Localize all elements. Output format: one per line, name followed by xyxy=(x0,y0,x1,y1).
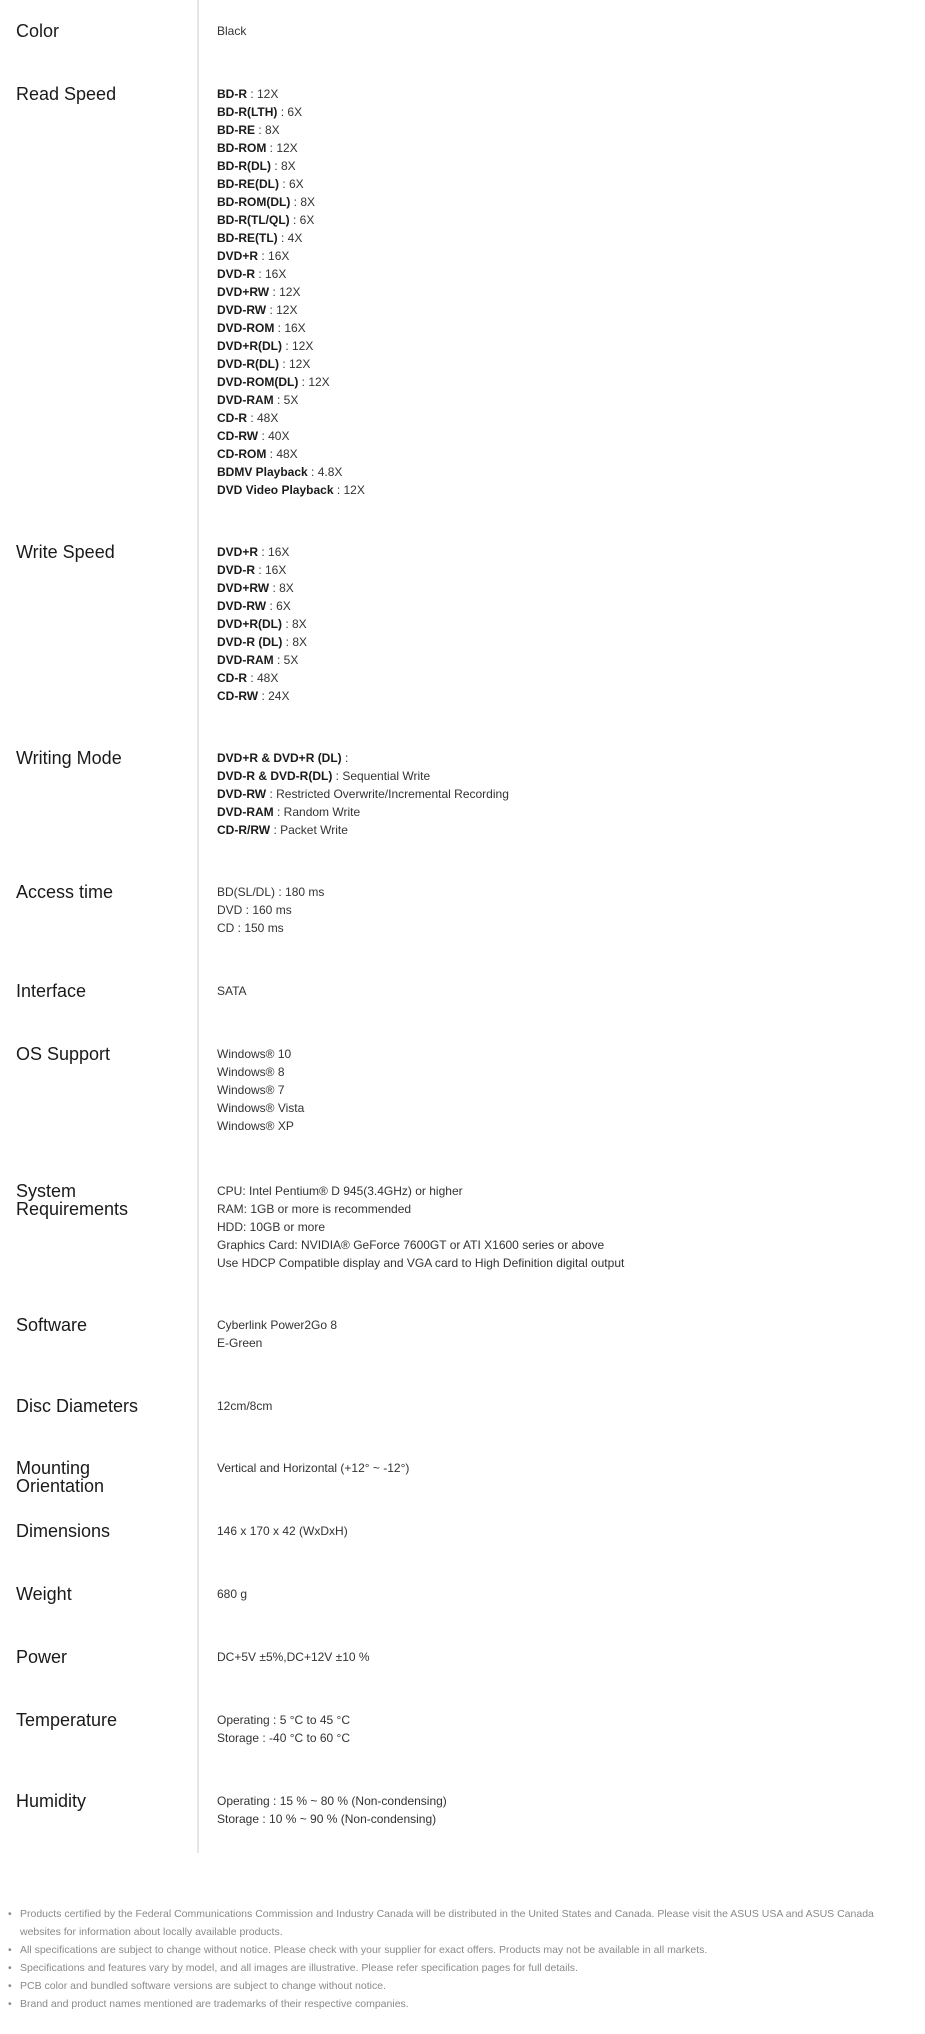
spec-value-text: Windows® 10 xyxy=(217,1047,292,1061)
spec-value-line xyxy=(217,919,324,937)
spec-value-line xyxy=(217,1236,624,1254)
spec-label: Interface xyxy=(16,981,87,1001)
spec-value-line xyxy=(217,1218,624,1236)
spec-label: Dimensions xyxy=(16,1521,111,1541)
spec-label xyxy=(16,1459,104,1495)
spec-label-line: Mounting xyxy=(16,1458,91,1478)
spec-value-text: 12cm/8cm xyxy=(217,1399,273,1413)
spec-value-line xyxy=(217,1081,304,1099)
spec-value-key: DVD-RAM xyxy=(217,653,274,667)
spec-value-text: CD : 150 ms xyxy=(217,921,284,935)
spec-value-line xyxy=(217,1810,447,1828)
spec-value-text: : Packet Write xyxy=(270,823,348,837)
spec-value-line xyxy=(217,391,365,409)
spec-value-text: : 16X xyxy=(258,249,290,263)
spec-value-key: DVD+R xyxy=(217,545,259,559)
spec-value-text: : 12X xyxy=(266,303,298,317)
spec-value-text: BD(SL/DL) : 180 ms xyxy=(217,885,325,899)
spec-value-key: DVD-R (DL) xyxy=(217,635,283,649)
spec-value-key: BD-ROM xyxy=(217,141,267,155)
spec-value-text: : 6X xyxy=(277,105,303,119)
spec-value-text: : 24X xyxy=(258,689,290,703)
spec-value-text: : 12X xyxy=(279,357,311,371)
spec-value-key: DVD-R xyxy=(217,563,255,577)
spec-value-line xyxy=(217,561,307,579)
spec-value-line xyxy=(217,687,307,705)
spec-value-key: DVD+R(DL) xyxy=(217,339,282,353)
spec-value-text: : 12X xyxy=(269,285,301,299)
spec-value-text: : 5X xyxy=(273,653,299,667)
spec-value-key: BDMV Playback xyxy=(217,465,308,479)
spec-value-line xyxy=(217,463,365,481)
spec-value-line xyxy=(217,597,307,615)
spec-value-line xyxy=(217,651,307,669)
spec-label-line: System xyxy=(16,1181,77,1201)
spec-value-key: BD-RE xyxy=(217,123,255,137)
spec-value-line xyxy=(217,543,307,561)
spec-value-key: BD-R(LTH) xyxy=(217,105,278,119)
spec-value-text: : 8X xyxy=(290,195,315,209)
spec-value-line xyxy=(217,1316,337,1334)
spec-value-text: : Restricted Overwrite/Incremental Recording xyxy=(266,787,509,801)
spec-value-line xyxy=(217,1045,304,1063)
spec-value-text: Operating : 5 °C to 45 °C xyxy=(217,1713,350,1727)
spec-value-text: : 48X xyxy=(247,671,279,685)
spec-value-line xyxy=(217,1459,409,1477)
spec-value-line xyxy=(217,445,365,463)
spec-value-text: : 6X xyxy=(279,177,304,191)
spec-value-key: CD-R xyxy=(217,671,247,685)
spec-value xyxy=(217,1585,247,1603)
spec-value xyxy=(217,1316,337,1352)
spec-value-text: E-Green xyxy=(217,1336,263,1350)
spec-value-key: BD-R xyxy=(217,87,247,101)
spec-value xyxy=(217,1459,409,1477)
spec-value-key: DVD-R xyxy=(217,267,255,281)
spec-label: Access time xyxy=(16,882,114,902)
spec-value-line xyxy=(217,265,365,283)
spec-value-key: DVD+RW xyxy=(217,581,270,595)
spec-value-line xyxy=(217,1792,447,1810)
bullet-icon: • xyxy=(8,1980,12,1992)
spec-value-text: Graphics Card: NVIDIA® GeForce 7600GT or ATI X1600 series or above xyxy=(217,1238,605,1252)
spec-label-line: Requirements xyxy=(16,1199,129,1219)
spec-value-line xyxy=(217,319,365,337)
spec-value-text: CPU: Intel Pentium® D 945(3.4GHz) or higher xyxy=(217,1184,463,1198)
spec-value-text: : 40X xyxy=(258,429,290,443)
spec-value xyxy=(217,1522,348,1540)
spec-value-key: DVD-R & DVD-R(DL) xyxy=(217,769,333,783)
spec-value-key: DVD+R(DL) xyxy=(217,617,282,631)
spec-value-line xyxy=(217,1648,370,1666)
spec-value-line xyxy=(217,355,365,373)
spec-value-text: : 12X xyxy=(266,141,298,155)
spec-value-line xyxy=(217,193,365,211)
spec-value-key: DVD+RW xyxy=(217,285,270,299)
spec-value xyxy=(217,1182,624,1272)
spec-label: Read Speed xyxy=(16,84,117,104)
spec-value-text: : 16X xyxy=(274,321,306,335)
spec-value-text: DVD : 160 ms xyxy=(217,903,292,917)
spec-value-line xyxy=(217,982,247,1000)
spec-value-text: : 16X xyxy=(255,563,287,577)
spec-value-text: : 8X xyxy=(282,617,307,631)
spec-value xyxy=(217,1045,304,1135)
spec-value-text: : Random Write xyxy=(273,805,361,819)
spec-value-text: RAM: 1GB or more is recommended xyxy=(217,1202,412,1216)
spec-value-line xyxy=(217,901,324,919)
spec-value-line xyxy=(217,1711,350,1729)
spec-value-key: CD-R/RW xyxy=(217,823,271,837)
spec-label: Temperature xyxy=(16,1710,118,1730)
spec-value-line xyxy=(217,749,509,767)
spec-value-line xyxy=(217,481,365,499)
spec-value-key: BD-RE(DL) xyxy=(217,177,279,191)
spec-value-line xyxy=(217,337,365,355)
spec-value xyxy=(217,22,246,40)
spec-label: OS Support xyxy=(16,1044,111,1064)
spec-value-text: Storage : 10 % ~ 90 % (Non-condensing) xyxy=(217,1812,437,1826)
spec-value-key: DVD-RAM xyxy=(217,805,274,819)
spec-value-key: CD-RW xyxy=(217,429,259,443)
spec-value-text: Windows® 7 xyxy=(217,1083,285,1097)
spec-value-text: Operating : 15 % ~ 80 % (Non-condensing) xyxy=(217,1794,447,1808)
spec-value-text: : 12X xyxy=(298,375,330,389)
spec-value-key: DVD+R xyxy=(217,249,259,263)
spec-value-text: : 48X xyxy=(266,447,298,461)
spec-value-text: : 8X xyxy=(269,581,294,595)
spec-value-key: BD-R(DL) xyxy=(217,159,271,173)
spec-value-line xyxy=(217,427,365,445)
spec-value-key: DVD-RW xyxy=(217,303,267,317)
footnote-text: Specifications and features vary by model, and all images are illustrative. Please refer specification pages for full details. xyxy=(20,1962,578,1974)
spec-value-line xyxy=(217,283,365,301)
spec-value xyxy=(217,883,324,937)
spec-value-line xyxy=(217,1063,304,1081)
spec-value-text: : 6X xyxy=(289,213,315,227)
spec-value-key: DVD-RAM xyxy=(217,393,274,407)
spec-value-text: : xyxy=(341,751,349,765)
spec-value-text: 146 x 170 x 42 (WxDxH) xyxy=(217,1524,348,1538)
bullet-icon: • xyxy=(8,1998,12,2010)
spec-value-text: : 12X xyxy=(282,339,314,353)
spec-value xyxy=(217,1792,447,1828)
spec-value-line xyxy=(217,615,307,633)
spec-value-key: DVD-ROM(DL) xyxy=(217,375,299,389)
spec-value-text: HDD: 10GB or more xyxy=(217,1220,326,1234)
spec-value xyxy=(217,982,247,1000)
spec-value-line xyxy=(217,247,365,265)
spec-value-line xyxy=(217,669,307,687)
footnote-text: All specifications are subject to change without notice. Please check with your supplier for exact offers. Products may not be available in all markets. xyxy=(20,1944,708,1956)
spec-value xyxy=(217,543,307,705)
spec-value-text: : 48X xyxy=(247,411,279,425)
spec-value-line xyxy=(217,1254,624,1272)
spec-value-text: : 8X xyxy=(270,159,296,173)
spec-value-line xyxy=(217,1522,348,1540)
spec-label: Software xyxy=(16,1315,88,1335)
spec-label: Weight xyxy=(16,1584,72,1604)
spec-label: Disc Diameters xyxy=(16,1396,139,1416)
spec-value-line xyxy=(217,785,509,803)
spec-value-key: DVD+R & DVD+R (DL) xyxy=(217,751,342,765)
footnote-text: Products certified by the Federal Communications Commission and Industry Canada will be distributed in the United States and Canada. Please visit the ASUS USA and ASUS Canada websites for information about locally available products. xyxy=(20,1908,874,1938)
spec-value-text: DC+5V ±5%,DC+12V ±10 % xyxy=(217,1650,370,1664)
spec-value-text: : 4X xyxy=(277,231,303,245)
spec-value-line xyxy=(217,409,365,427)
spec-value xyxy=(217,85,365,499)
spec-label: Writing Mode xyxy=(16,748,122,768)
spec-value-key: DVD-RW xyxy=(217,787,267,801)
spec-value-text: : 12X xyxy=(247,87,279,101)
spec-value-line xyxy=(217,139,365,157)
spec-value-text: : 12X xyxy=(333,483,365,497)
spec-value-line xyxy=(217,175,365,193)
spec-value-line xyxy=(217,1099,304,1117)
spec-value-text: : 8X xyxy=(255,123,280,137)
bullet-icon: • xyxy=(8,1908,12,1920)
spec-value-text: SATA xyxy=(217,984,247,998)
spec-label: Power xyxy=(16,1647,68,1667)
spec-label-line: Orientation xyxy=(16,1476,105,1496)
spec-value-line xyxy=(217,579,307,597)
spec-value xyxy=(217,1397,272,1415)
spec-value-line xyxy=(217,157,365,175)
spec-value-text: Vertical and Horizontal (+12° ~ -12°) xyxy=(217,1461,410,1475)
spec-value-text: Windows® Vista xyxy=(217,1101,305,1115)
spec-value-text: : 6X xyxy=(266,599,291,613)
spec-value-line xyxy=(217,1200,624,1218)
spec-value xyxy=(217,1711,350,1747)
spec-value-key: BD-R(TL/QL) xyxy=(217,213,290,227)
bullet-icon: • xyxy=(8,1962,12,1974)
spec-value-text: Cyberlink Power2Go 8 xyxy=(217,1318,338,1332)
spec-label xyxy=(16,1182,128,1218)
spec-value-text: Black xyxy=(217,24,247,38)
spec-value-text: : 8X xyxy=(282,635,308,649)
spec-value-text: 680 g xyxy=(217,1587,248,1601)
footnote-text: PCB color and bundled software versions are subject to change without notice. xyxy=(20,1980,386,1992)
spec-value-line xyxy=(217,1729,350,1747)
spec-value-key: BD-RE(TL) xyxy=(217,231,278,245)
spec-value-line xyxy=(217,211,365,229)
spec-value-key: CD-R xyxy=(217,411,247,425)
spec-value-key: DVD-R(DL) xyxy=(217,357,279,371)
bullet-icon: • xyxy=(8,1944,12,1956)
spec-value-line xyxy=(217,301,365,319)
spec-value-line xyxy=(217,1182,624,1200)
spec-value-text: Windows® 8 xyxy=(217,1065,285,1079)
spec-value-text: Storage : -40 °C to 60 °C xyxy=(217,1731,350,1745)
spec-value-line xyxy=(217,373,365,391)
spec-value-line xyxy=(217,821,509,839)
spec-value-line xyxy=(217,767,509,785)
spec-value-text: : Sequential Write xyxy=(332,769,431,783)
spec-value-line xyxy=(217,1585,247,1603)
spec-value-line xyxy=(217,85,365,103)
spec-value-text: Use HDCP Compatible display and VGA card to High Definition digital output xyxy=(217,1256,625,1270)
spec-label: Color xyxy=(16,21,60,41)
spec-value-line xyxy=(217,1117,304,1135)
spec-label: Write Speed xyxy=(16,542,115,562)
spec-value xyxy=(217,1648,370,1666)
spec-value-text: : 4.8X xyxy=(307,465,343,479)
spec-value-key: BD-ROM(DL) xyxy=(217,195,291,209)
spec-value-text: : 5X xyxy=(273,393,299,407)
spec-value-line xyxy=(217,229,365,247)
spec-value-key: DVD Video Playback xyxy=(217,483,334,497)
spec-value-line xyxy=(217,633,307,651)
footnote-text: Brand and product names mentioned are trademarks of their respective companies. xyxy=(20,1998,409,2010)
spec-value-key: DVD-RW xyxy=(217,599,267,613)
spec-value-line xyxy=(217,121,365,139)
spec-value-key: CD-ROM xyxy=(217,447,267,461)
spec-value-line xyxy=(217,1334,337,1352)
spec-value-line xyxy=(217,22,246,40)
spec-value-line xyxy=(217,803,509,821)
spec-value-line xyxy=(217,1397,272,1415)
spec-value-line xyxy=(217,883,324,901)
spec-value-key: DVD-ROM xyxy=(217,321,275,335)
spec-value-key: CD-RW xyxy=(217,689,259,703)
spec-value-text: : 16X xyxy=(258,545,290,559)
spec-value-line xyxy=(217,103,365,121)
spec-label: Humidity xyxy=(16,1791,87,1811)
spec-value xyxy=(217,749,509,839)
column-divider xyxy=(197,0,199,1853)
spec-value-text: : 16X xyxy=(255,267,287,281)
spec-value-text: Windows® XP xyxy=(217,1119,294,1133)
